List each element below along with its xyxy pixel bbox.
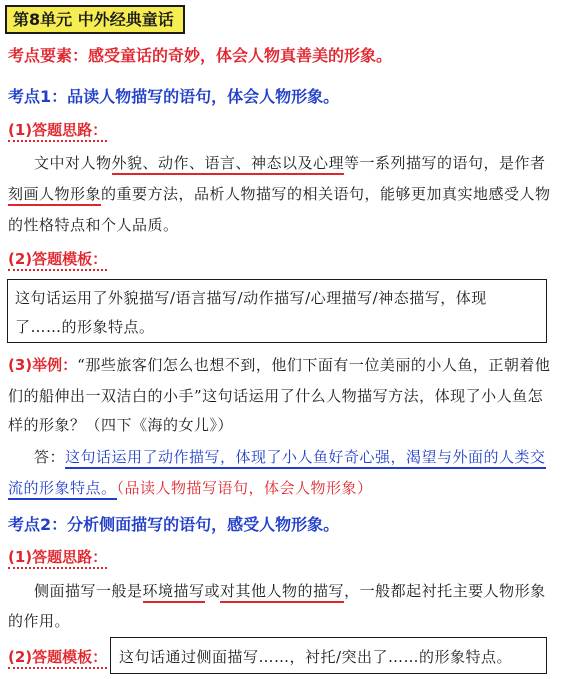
underline-text: 对其他人物的描写 bbox=[220, 582, 344, 603]
point1-template-label: (2)答题模板： bbox=[8, 248, 107, 269]
point2-template-text: 这句话通过侧面描写……，衬托/突出了……的形象特点。 bbox=[119, 648, 513, 666]
key-element-label: 考点要素： bbox=[8, 46, 89, 65]
point1-template-line2: 了……的形象特点。 bbox=[15, 318, 155, 336]
underline-text: 环境描写 bbox=[143, 582, 205, 603]
point1-example-line3: 样的形象？（四下《海的女儿》） bbox=[8, 416, 234, 434]
point1-heading: 考点1：品读人物描写的语句，体会人物形象。 bbox=[8, 87, 340, 106]
point1-answer-line1 bbox=[34, 446, 546, 467]
point1-thinking-line1: 文中对人物外貌、动作、语言、神态以及心理等一系列描写的语句，是作者 bbox=[34, 152, 546, 173]
answer-note: （品读人物描写语句，体会人物形象） bbox=[116, 479, 373, 497]
underline-text: 刻画人物形象 bbox=[8, 185, 101, 206]
point2-thinking-line1: 侧面描写一般是环境描写或对其他人物的描写，一般都起衬托主要人物形象 bbox=[34, 580, 546, 601]
point2-template-box bbox=[110, 637, 547, 674]
point1-answer-line2 bbox=[8, 477, 373, 498]
point1-example-line2: 们的船伸出一双洁白的小手”这句话运用了什么人物描写方法，体现了小人鱼怎 bbox=[8, 387, 544, 405]
point1-example-line1: (3)举例：“那些旅客们怎么也想不到，他们下面有一位美丽的小人鱼，正朝着他 bbox=[8, 356, 551, 374]
point2-template-label: (2)答题模板： bbox=[8, 646, 107, 667]
point1-thinking-label: (1)答题思路： bbox=[8, 119, 107, 140]
point2-thinking-label: (1)答题思路： bbox=[8, 546, 107, 567]
key-element bbox=[8, 43, 392, 66]
page-title: 第8单元 中外经典童话 bbox=[5, 5, 185, 34]
point1-example-label: (3)举例： bbox=[8, 356, 78, 374]
point2-thinking-line2: 的作用。 bbox=[8, 612, 71, 630]
answer-text: 这句话运用了动作描写，体现了小人鱼好奇心强，渴望与外面的人类交 bbox=[65, 448, 546, 469]
point1-template-box bbox=[7, 279, 547, 343]
point2-heading: 考点2：分析侧面描写的语句，感受人物形象。 bbox=[8, 515, 340, 534]
answer-label: 答： bbox=[34, 448, 66, 466]
point1-thinking-line2: 刻画人物形象的重要方法，品析人物描写的相关语句，能够更加真实地感受人物 bbox=[8, 183, 551, 204]
point1-template-line1: 这句话运用了外貌描写/语言描写/动作描写/心理描写/神态描写，体现 bbox=[15, 289, 487, 307]
point1-thinking-line3: 的性格特点和个人品质。 bbox=[8, 216, 179, 234]
underline-text: 外貌、动作、语言、神态以及心理 bbox=[112, 154, 345, 175]
key-element-text: 感受童话的奇妙，体会人物真善美的形象。 bbox=[88, 46, 393, 65]
answer-text: 流的形象特点。 bbox=[8, 479, 117, 500]
